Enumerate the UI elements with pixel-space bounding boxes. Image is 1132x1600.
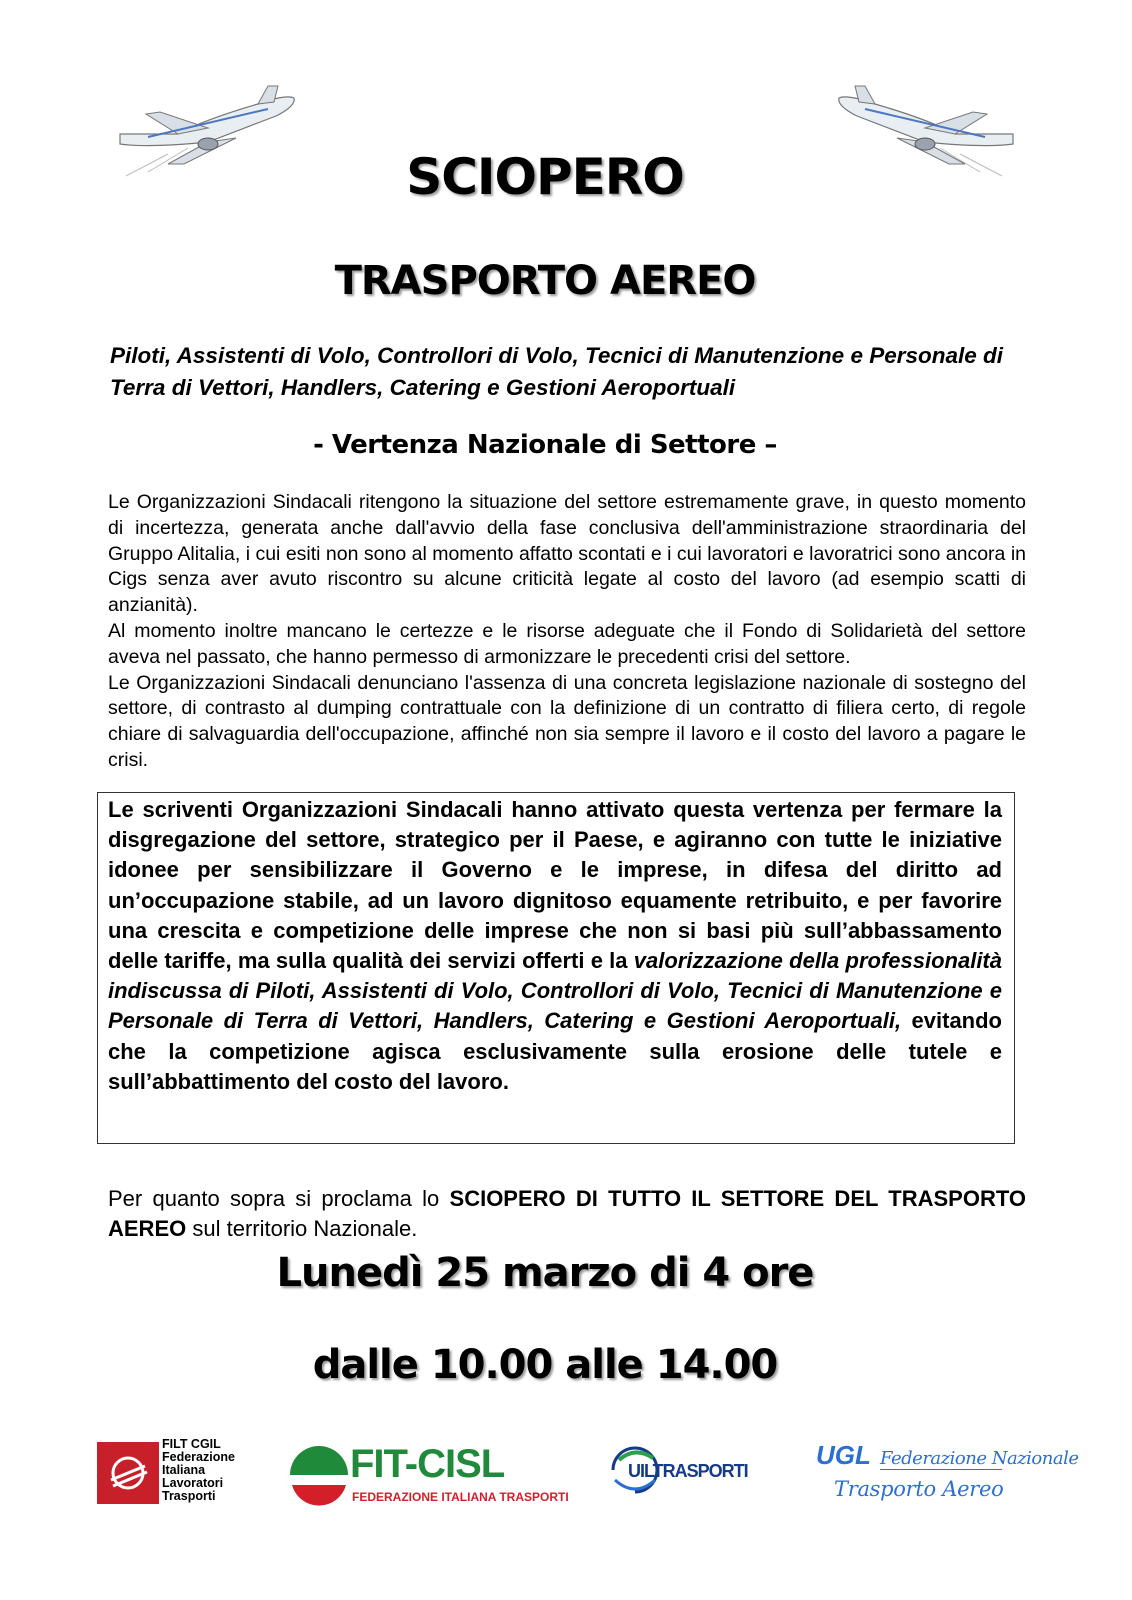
- filt-cgil-icon: [97, 1442, 159, 1504]
- body-paragraph: Le Organizzazioni Sindacali ritengono la situazione del settore estremamente grave, in questo momento di incertezza, generata anche dall'avvio della fase conclusiva dell'amministrazione straordinaria del Gruppo Alitalia, i cui esiti non sono al momento affatto scontati e i cui lavoratori e lavoratrici sono ancora in Cigs senza aver avuto riscontro su alcune criticità legate al costo del lavoro (ad esempio scatti di anzianità).: [108, 491, 1026, 617]
- ugl-federation: Federazione Nazionale: [880, 1448, 1079, 1469]
- ugl-brand: UGL: [816, 1440, 871, 1470]
- fit-cisl-name: FIT-CISL: [350, 1442, 505, 1486]
- body-text: [108, 490, 1026, 774]
- filt-cgil-logo: [97, 1442, 159, 1504]
- fit-cisl-icon: [288, 1444, 350, 1506]
- dispute-title: - Vertenza Nazionale di Settore –: [313, 430, 777, 460]
- ugl-divider: [880, 1469, 1002, 1470]
- highlight-box: [97, 792, 1015, 1144]
- box-text: Le scriventi Organizzazioni Sindacali hanno attivato questa vertenza per fermare la disgregazione del settore, strategico per il Paese, e agiranno con tutte le iniziative idonee per sensibilizzare il Governo e le imprese, in difesa del diritto ad un’occupazione stabile, ad un lavoro dignitoso equamente retribuito, e per favorire una crescita e competizione delle imprese che non si basi più sull’abbassamento delle tariffe, ma sulla qualità dei servizi offerti e la valorizzazione della professionalità indiscussa di Piloti, Assistenti di Volo, Controllori di Volo, Tecnici di Manutenzione e Personale di Terra di Vettori, Handlers, Catering e Gestioni Aeroportuali, evitando che la competizione agisca esclusivamente sulla erosione delle tutele e sull’abbattimento del costo del lavoro.: [108, 797, 1002, 1094]
- strike-date: Lunedì 25 marzo di 4 ore: [276, 1250, 814, 1296]
- body-paragraph: Al momento inoltre mancano le certezze e le risorse adeguate che il Fondo di Solidarietà del settore aveva nel passato, che hanno permesso di armonizzare le precedenti crisi del settore.: [108, 619, 1026, 668]
- worker-categories: Piloti, Assistenti di Volo, Controllori di Volo, Tecnici di Manutenzione e Personale di Terra di Vettori, Handlers, Catering e Gestioni Aeroportuali: [110, 343, 1004, 400]
- page-title: SCIOPERO: [406, 148, 684, 206]
- proclamation: Per quanto sopra si proclama lo SCIOPERO DI TUTTO IL SETTORE DEL TRASPORTO AEREO sul territorio Nazionale.: [108, 1186, 1026, 1241]
- fit-cisl-subtitle: FEDERAZIONE ITALIANA TRASPORTI: [352, 1490, 569, 1504]
- body-paragraph: Le Organizzazioni Sindacali denunciano l'assenza di una concreta legislazione nazionale di sostegno del settore, di contrasto al dumping contrattuale con la definizione di un contratto di filiera certo, di regole chiare di salvaguardia dell'occupazione, affinché non sia sempre il lavoro e il costo del lavoro a pagare le crisi.: [108, 671, 1026, 771]
- uiltrasporti-name: UILTRASPORTI: [628, 1461, 748, 1481]
- filt-cgil-text: FILT CGIL Federazione Italiana Lavoratori Trasporti: [162, 1437, 235, 1503]
- page-subtitle: TRASPORTO AEREO: [334, 258, 756, 304]
- ugl-subtitle: Trasporto Aereo: [834, 1477, 1004, 1501]
- strike-time: dalle 10.00 alle 14.00: [312, 1342, 778, 1388]
